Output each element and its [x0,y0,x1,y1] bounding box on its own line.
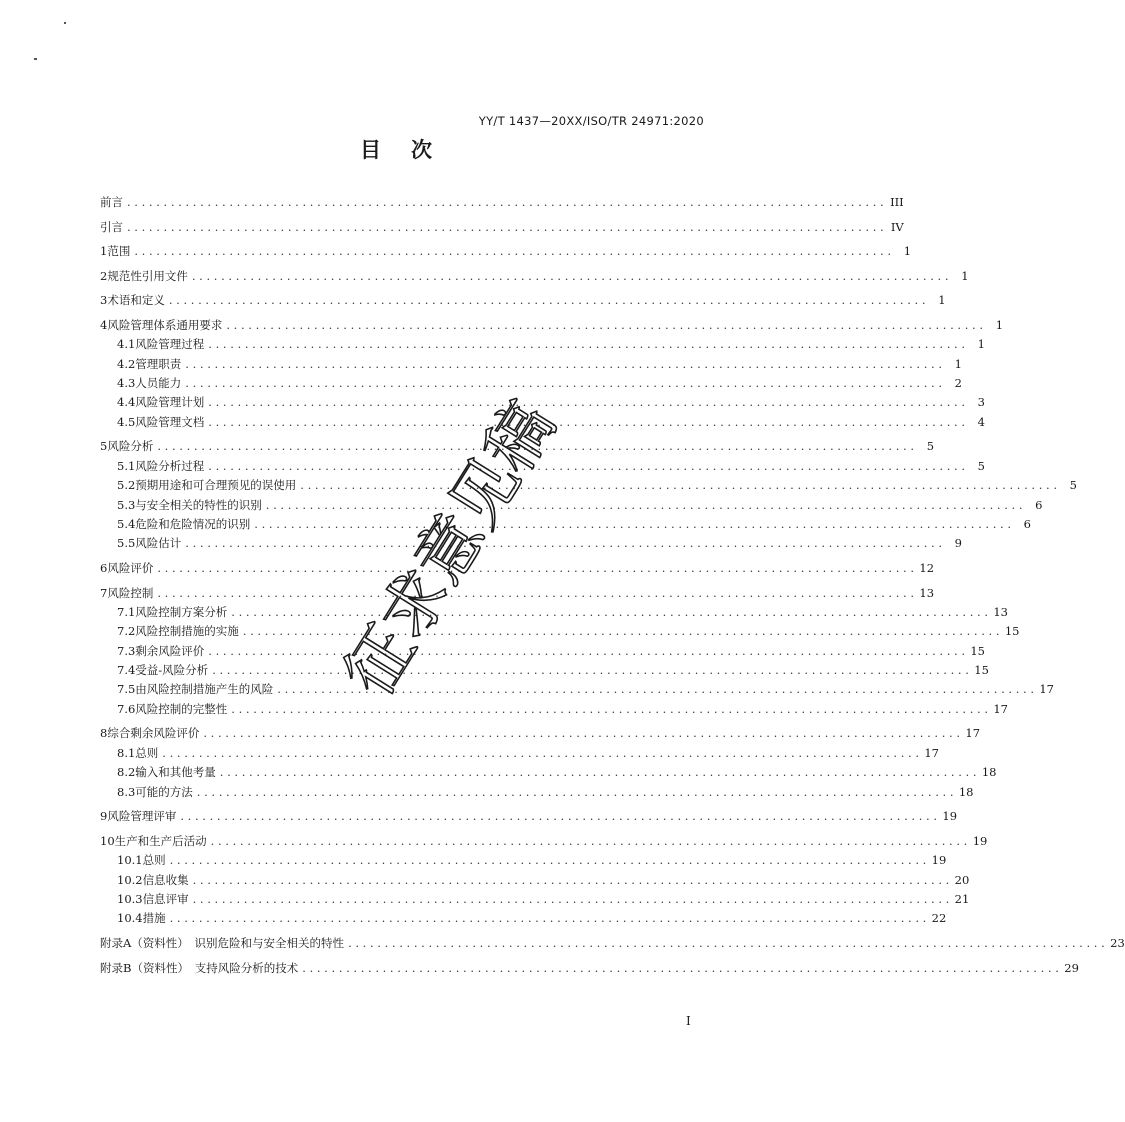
toc-entry-label: 危险和危险情况的识别 [135,516,251,531]
watermark-char: 见 [434,444,536,542]
dot-leader [211,834,968,848]
toc-entry-label: 预期用途和可合理预见的误使用 [135,478,297,493]
toc-entry-number: 5.4 [117,516,136,531]
toc-entry [100,891,970,910]
toc-entry-number: 7.5 [117,682,136,697]
toc-entry-number: 7.6 [117,701,136,716]
toc-entry-page: 15 [970,643,985,658]
toc-entry-page: III [890,195,904,209]
toc-entry [100,336,985,355]
toc-entry-label: 引言 [100,219,123,234]
toc-entry-label: 措施 [142,911,166,926]
toc-entry-page: 5 [1069,478,1077,493]
dot-leader [197,785,954,799]
dot-leader [302,961,1059,975]
toc-entry-label: 风险分析过程 [135,458,205,473]
toc-entry [100,745,939,764]
watermark-char: 稿 [469,388,571,486]
toc-entry-page: 6 [1023,516,1031,531]
toc-entry-page: 21 [954,891,970,906]
toc-entry-label: 由风险控制措施产生的风险 [135,682,274,697]
toc-entry-label: 管理职责 [135,356,182,371]
toc-entry [100,725,981,744]
toc-entry-number: 10.2 [117,872,143,887]
toc-entry-number: 8.3 [117,784,136,799]
toc-entry-label: 风险管理文档 [135,414,205,429]
toc-entry-label: 风险估计 [135,536,182,551]
dot-leader [193,892,950,906]
toc-entry [100,784,974,803]
toc-entry-label: 风险控制方案分析 [135,604,228,619]
dot-leader [127,220,884,234]
toc-entry-page: 17 [924,745,939,760]
toc-entry-number: 4.4 [117,395,136,410]
standard-code: YY/T 1437—20XX/ISO/TR 24971:2020 [478,114,704,128]
toc-entry-page: 1 [938,293,946,308]
toc-entry-page: 20 [954,872,970,887]
toc-entry-number: 10 [100,833,115,848]
toc-entry-number: 7.1 [117,604,136,619]
toc-entry-number: 10.3 [117,891,143,906]
dot-leader [208,337,965,351]
toc-entry-page: 23 [1110,935,1125,950]
toc-entry-page: 19 [942,809,958,824]
toc-entry-page: 1 [954,356,962,371]
toc-entry-label: 风险控制的完整性 [135,701,228,716]
toc-entry-label: 风险管理过程 [135,337,205,352]
toc-entry-page: 17 [993,701,1008,716]
toc-entry-page: 2 [954,376,962,391]
toc-entry-label: 总则 [142,853,166,868]
toc-entry [100,375,962,394]
toc-entry-number: 8 [100,726,108,741]
toc-entry-page: 17 [1039,682,1054,697]
toc-entry-label: 风险控制措施的实施 [135,624,239,639]
dot-leader [208,459,965,473]
dot-leader [208,415,965,429]
toc-entry-label: 人员能力 [135,376,182,391]
toc-entry [100,833,988,852]
toc-entry-number: 7.2 [117,624,136,639]
dot-leader [348,936,1105,950]
toc-entry [100,910,947,929]
dot-leader [226,318,983,332]
toc-entry [100,872,970,891]
toc-entry-label: 与安全相关的特性的识别 [135,497,262,512]
toc-entry [100,317,1004,336]
toc-entry-page: 12 [919,560,935,575]
dot-leader [212,663,969,677]
dot-leader [192,269,949,283]
dot-leader [169,293,926,307]
toc-entry-number: 5.3 [117,497,136,512]
toc-entry-page: 1 [961,268,969,283]
toc-entry-number: 4.2 [117,356,136,371]
toc-entry-label: 附录B（资料性） 支持风险分析的技术 [100,960,299,975]
toc-entry [100,219,904,238]
toc-entry-number: 6 [100,560,108,575]
toc-entry [100,808,958,827]
toc-entry-page: 19 [931,853,947,868]
toc-entry-number: 5.2 [117,478,136,493]
toc-entry-label: 受益-风险分析 [135,663,209,678]
scan-speck [64,22,66,24]
toc-entry-number: 1 [100,244,108,259]
toc-entry [100,764,997,783]
toc-entry-label: 风险管理评审 [107,809,177,824]
toc-entry [100,935,1125,954]
toc-entry [100,960,1079,979]
toc-entry-number: 4.1 [117,337,136,352]
toc-entry-page: 13 [919,585,935,600]
dot-leader [208,644,965,658]
toc-entry-number: 7.3 [117,643,136,658]
toc-entry-number: 10.4 [117,911,143,926]
toc-entry-page: 15 [974,663,989,678]
toc-entry [100,194,904,213]
toc-entry-label: 风险分析 [107,439,154,454]
toc-entry-page: 22 [931,911,947,926]
toc-entry-label: 前言 [100,195,123,209]
toc-entry-label: 剩余风险评价 [135,643,205,658]
toc-entry-label: 输入和其他考量 [135,765,216,780]
dot-leader [208,395,965,409]
toc-entry-page: 1 [995,317,1004,332]
toc-entry-page: 5 [977,458,985,473]
toc-entry-number: 8.1 [117,745,136,760]
toc-entry-label: 总则 [135,745,159,760]
toc-entry-label: 附录A（资料性） 识别危险和与安全相关的特性 [100,935,345,950]
toc-entry [100,243,912,262]
watermark-char: 征 [329,612,431,709]
dot-leader [180,809,937,823]
dot-leader [185,376,942,390]
toc-entry-number: 3 [100,293,108,308]
toc-entry-page: 4 [977,414,985,429]
toc-entry-number: 7 [100,585,108,600]
toc-entry-page: 18 [958,784,974,799]
toc-entry-page: 5 [926,439,935,454]
toc-entry-number: 5.5 [117,536,136,551]
toc-entry-page: 17 [965,726,981,741]
toc-entry-number: 2 [100,268,108,283]
toc-entry-label: 风险控制 [107,585,154,600]
watermark-stamp [329,388,571,725]
toc-entry-page: 1 [977,337,985,352]
toc-entry-number: 4 [100,317,108,332]
toc-entry-label: 信息评审 [142,891,189,906]
toc-entry-label: 生产和生产后活动 [114,833,207,848]
toc-entry [100,292,946,311]
dot-leader [185,357,942,371]
toc-entry-page: 13 [993,604,1008,619]
toc-entry-label: 术语和定义 [107,293,165,308]
toc-entry [100,268,969,287]
toc-entry-page: 6 [1035,497,1043,512]
toc-entry-number: 10.1 [117,853,143,868]
toc-entry-page: 1 [903,244,912,259]
dot-leader [127,195,884,209]
toc-entry-label: 规范性引用文件 [107,268,188,283]
scan-speck [34,58,37,60]
toc-entry-number: 5.1 [117,458,136,473]
dot-leader [162,746,919,760]
dot-leader [170,853,927,867]
dot-leader [170,911,927,925]
toc-entry-label: 范围 [107,244,131,259]
footer-page-number: I [686,1014,691,1028]
dot-leader [185,536,942,550]
toc-entry-label: 风险管理计划 [135,395,205,410]
toc-entry-page: IV [890,219,904,234]
toc-entry-page: 3 [977,395,985,410]
watermark-char: 意 [399,500,501,597]
toc-entry [100,356,962,375]
toc-entry-number: 5 [100,439,108,454]
toc-entry-label: 综合剩余风险评价 [107,726,200,741]
toc-entry-label: 风险管理体系通用要求 [107,317,223,332]
toc-entry-page: 9 [954,536,962,551]
dot-leader [134,244,891,258]
toc-entry-page: 29 [1064,960,1079,975]
toc-entry-number: 7.4 [117,663,136,678]
toc-entry-label: 可能的方法 [135,784,193,799]
toc-entry-number: 4.3 [117,376,136,391]
toc-entry-number: 9 [100,809,108,824]
toc-entry-page: 15 [1004,624,1020,639]
toc-entry-label: 风险评价 [107,560,154,575]
page-title: 目次 [360,138,462,162]
dot-leader [220,765,977,779]
toc-entry-number: 8.2 [117,765,136,780]
dot-leader [193,873,950,887]
toc-entry-page: 18 [981,765,997,780]
dot-leader [203,726,960,740]
toc-entry-label: 信息收集 [142,872,189,887]
watermark-char: 求 [364,556,466,653]
toc-entry-page: 19 [972,833,988,848]
toc-entry-number: 4.5 [117,414,136,429]
toc-entry [100,852,947,871]
